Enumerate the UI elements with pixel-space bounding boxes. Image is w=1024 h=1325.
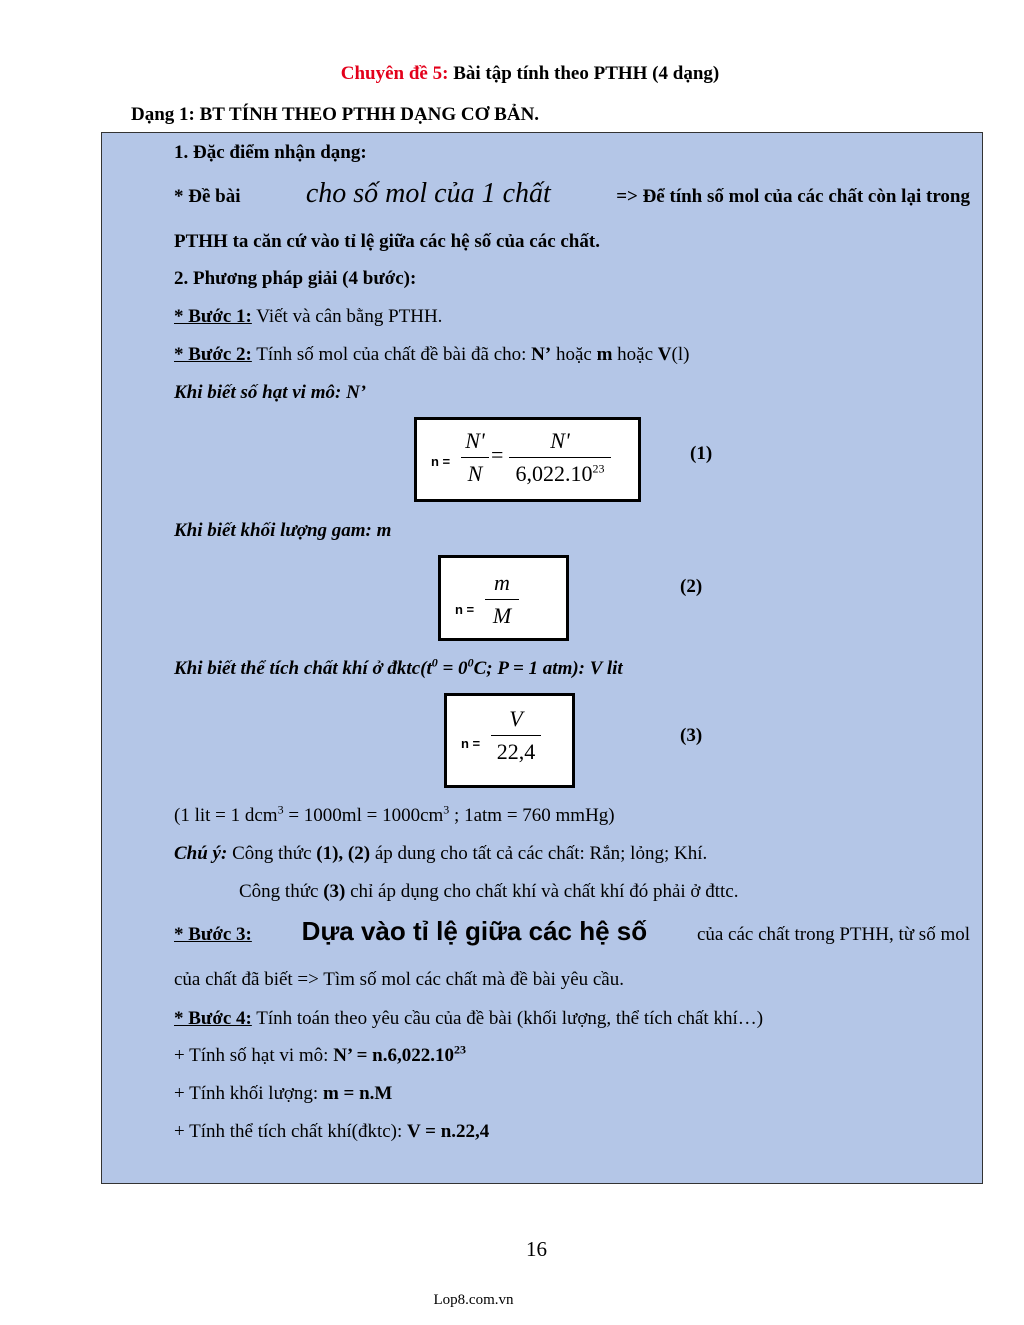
formula1-fraction-a: [461, 428, 489, 487]
fraction-bar: [491, 735, 541, 736]
case3-sup2: 0: [467, 655, 474, 670]
note2-part-b: (3): [323, 881, 346, 902]
fraction-bar: [461, 457, 489, 458]
fraction-bar: [485, 599, 519, 600]
formula1-fraction-b: [509, 428, 611, 487]
case1-heading: Khi biết số hạt vi mô: N’: [174, 382, 367, 403]
section1-line2: PTHH ta căn cứ vào tỉ lệ giữa các hệ số của các chất.: [174, 231, 600, 252]
note1-part-a: Công thức: [227, 843, 317, 864]
step2-text: Tính số mol của chất đề bài đã cho:: [251, 344, 532, 365]
calc2-formula: m = n.M: [322, 1083, 393, 1104]
calc1-label: + Tính số hạt vi mô:: [174, 1045, 334, 1066]
step1-line: [174, 306, 442, 328]
note2-part-a: Công thức: [239, 881, 324, 902]
note-line-2: [239, 881, 738, 903]
section2-title: 2. Phương pháp giải (4 bước):: [174, 268, 417, 289]
formula-box-1: [414, 417, 641, 502]
formula3-n-label: n =: [461, 736, 481, 751]
step3-label: * Bước 3:: [174, 924, 252, 945]
note1-part-b: (1), (2): [316, 843, 371, 864]
title-text: Bài tập tính theo PTHH (4 dạng): [448, 63, 720, 84]
step3-line: [174, 916, 970, 947]
unit-sup2: 3: [443, 802, 450, 817]
formula2-den: M: [492, 603, 512, 628]
calc-particles-line: [174, 1042, 466, 1067]
step4-text: Tính toán theo yêu cầu của đề bài (khối lượng, thể tích chất khí…): [251, 1008, 764, 1029]
page-number: 16: [526, 1237, 547, 1261]
formula2-n-label: n =: [455, 602, 475, 617]
step4-label: * Bước 4:: [174, 1008, 252, 1029]
case3-part-b: = 0: [437, 658, 468, 679]
formula-box-3: [444, 693, 575, 788]
formula1-equals: =: [491, 442, 504, 467]
formula3-num: V: [509, 706, 523, 731]
step4-line: [174, 1008, 763, 1030]
formula3-den: 22,4: [496, 739, 536, 764]
case3-part-a: Khi biết thể tích chất khí ở đktc(t: [174, 658, 432, 679]
equation-number-1: (1): [690, 443, 713, 464]
formula1-den2-exponent: 23: [592, 461, 605, 476]
formula1-n-label: n =: [431, 454, 451, 469]
calc3-formula: V = n.22,4: [407, 1121, 490, 1142]
step2-v: V: [657, 344, 672, 365]
section1-line1: [174, 178, 970, 210]
step1-text: Viết và cân bằng PTHH.: [251, 306, 443, 327]
calc3-label: + Tính thể tích chất khí(đktc):: [174, 1121, 408, 1142]
step2-label: * Bước 2:: [174, 344, 252, 365]
formula3-fraction: [491, 706, 541, 765]
step3-emphasis: Dựa vào tỉ lệ giữa các hệ số: [301, 916, 648, 946]
fraction-bar: [509, 457, 611, 458]
note-line-1: [174, 843, 707, 865]
calc-volume-line: [174, 1121, 489, 1143]
calc1-formula: N’ = n.6,022.10: [333, 1045, 454, 1066]
formula2-fraction: [485, 570, 519, 629]
case2-heading: Khi biết khối lượng gam: m: [174, 520, 392, 541]
note2-part-c: chỉ áp dụng cho chất khí và chất khí đó phải ở đttc.: [345, 881, 739, 902]
case3-sup1: 0: [431, 655, 438, 670]
step2-n: N’: [531, 344, 552, 365]
unit-part-b: = 1000ml = 1000cm: [283, 805, 444, 826]
step2-or2: hoặc: [612, 344, 658, 365]
note-label: Chú ý:: [174, 843, 228, 864]
unit-conversion-line: [174, 802, 615, 827]
calc1-exponent: 23: [454, 1042, 466, 1057]
title-topic: Chuyên đề 5:: [340, 63, 449, 84]
unit-sup1: 3: [277, 802, 284, 817]
case3-part-c: C; P = 1 atm): V lit: [473, 658, 623, 679]
s1-suffix: => Để tính số mol của các chất còn lại trong: [616, 186, 970, 207]
document-title: [0, 63, 1024, 85]
formula-box-2: [438, 555, 569, 641]
step3-line2: của chất đã biết => Tìm số mol các chất mà đề bài yêu cầu.: [174, 969, 624, 990]
s1-prefix: * Đề bài: [174, 186, 241, 207]
calc2-label: + Tính khối lượng:: [174, 1083, 323, 1104]
step2-unit: (l): [671, 344, 690, 365]
step2-m: m: [596, 344, 613, 365]
step1-label: * Bước 1:: [174, 306, 252, 327]
section1-title: 1. Đặc điểm nhận dạng:: [174, 142, 367, 163]
s1-emphasis: cho số mol của 1 chất: [305, 178, 551, 209]
note1-part-c: áp dung cho tất cả các chất: Rắn; lỏng; Khí.: [370, 843, 708, 864]
formula1-num1: N': [465, 428, 485, 453]
section-subtitle: Dạng 1: BT TÍNH THEO PTHH DẠNG CƠ BẢN.: [131, 104, 540, 125]
case3-heading: [174, 655, 623, 680]
equation-number-3: (3): [680, 725, 703, 746]
step2-or1: hoặc: [551, 344, 597, 365]
footer-site: Lop8.com.vn: [433, 1292, 514, 1308]
step3-text: của các chất trong PTHH, từ số mol: [696, 924, 970, 945]
formula1-den1: N: [467, 461, 483, 486]
formula2-num: m: [494, 570, 510, 595]
step2-line: [174, 344, 689, 366]
formula1-num2: N': [550, 428, 570, 453]
unit-part-c: ; 1atm = 760 mmHg): [449, 805, 615, 826]
equation-number-2: (2): [680, 576, 703, 597]
formula1-den2: 6,022.10: [515, 461, 593, 486]
calc-mass-line: [174, 1083, 392, 1105]
unit-part-a: (1 lit = 1 dcm: [174, 805, 278, 826]
